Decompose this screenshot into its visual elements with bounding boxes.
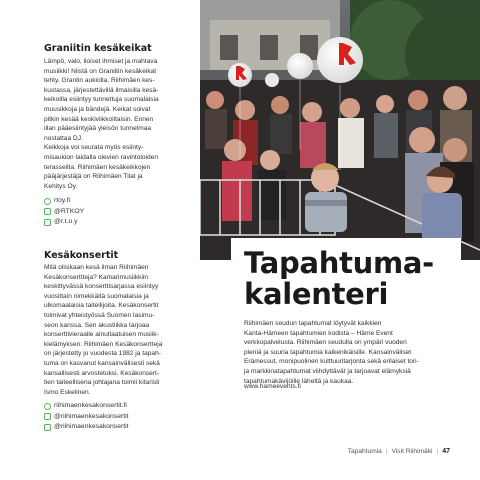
page-footer	[348, 448, 450, 455]
footer-section: Tapahtumia	[347, 448, 382, 455]
facebook-icon	[44, 208, 51, 215]
link-instagram[interactable]	[44, 422, 129, 433]
links-graniitin	[44, 196, 84, 228]
link-text: @RTKOY	[54, 207, 85, 215]
section-text-graniitin: Lämpö, valo, iloiset ihmiset ja mahtava musiikki! Niistä on Graniitin kesäkeikat tehty. Grantin aukiolla, Riihimäen kes- kustassa, järjestettävillä ilmaisilla kesä- keikoilla esiintyy tunnettuja suomalaisia muusikkoja ja bändejä. Keikat soivat pitkin kesää keskiviikkoiltaisin. Ennen illan pääesiintyjää yleisön tunnelmaa nostattaa DJ. Keikkoja voi seurata myös esiinty- misaukion laidalla olevien ravintoloiden terasseilta. Riihimäen kesäkeikkojen pääjärjestäjä on Riihimäen Tilat ja Kehitys Oy.	[44, 58, 159, 190]
link-website[interactable]	[44, 401, 129, 412]
link-text: @riihimaenkesakonsertit	[54, 412, 129, 420]
link-text: @riihimaenkesakonsertit	[54, 423, 129, 431]
link-text: @r.t.o.y	[54, 218, 78, 226]
card-url-link[interactable]: www.hameevents.fi	[244, 383, 301, 390]
instagram-icon	[44, 219, 51, 226]
page-number: 47	[442, 448, 450, 455]
link-website[interactable]	[44, 196, 84, 207]
section-text-kesakonsertit: Mitä olisikaan kesä ilman Riihimäen Kesäkonserttteja? Kamarimusiikkiin keskittyvässä konserttisarjassa esiintyy vuosittain nimekkäitä suomalaisia ja ulkomaalaisia taiteilijoita. Kesäkonsertit toimivat yhteistyössä Suomen lasimu- seon kanssa. Sen akustiikka tarjoaa konserttivieraalle ainutlaatuisen musiik- kielämyksen. Riihimäen Kesäkonsertteja on järjestetty jo vuodesta 1982 ja tapah- tuma on kasvanut kansainvälisesti sekä kansallisesti arvostetuksi. Kesäkonsert- tien taiteellisena johtajana toimii kitaristi Ismo Eskelinen.	[44, 264, 163, 396]
event-crowd-photo	[200, 0, 480, 260]
instagram-icon	[44, 424, 51, 431]
section-title-graniitin: Graniitin kesäkeikat	[44, 43, 152, 54]
globe-icon	[44, 198, 51, 205]
link-text: riihimaenkesakonsertit.fi	[54, 402, 127, 409]
link-facebook[interactable]	[44, 207, 84, 218]
globe-icon	[44, 403, 51, 410]
section-title-kesakonsertit: Kesäkonsertit	[44, 250, 119, 261]
card-text: Riihimäen seudun tapahtumat löytyvät kaikkien Kanta-Hämeen tapahtumien kodista – Häme Event verkkopalvelusta. Riihimäen seudulla on ympäri vuoden pieniä ja suuria tapahtumia kaikenikäisille. Kansainväliset Erämessut, monipuolinen kulttuuritarjonta sekä erilaiset tori- ja markkinatapahtumat viihdyttävät ja tarjoavat elämyksiä tapahtumakävijöille läheltä ja kaukaa.	[244, 320, 419, 385]
link-facebook[interactable]	[44, 412, 129, 423]
footer-publication: Visit Riihimäki	[391, 448, 433, 455]
links-kesakonsertit	[44, 401, 129, 433]
link-instagram[interactable]	[44, 217, 84, 228]
page-title: Tapahtuma- kalenteri	[244, 246, 434, 311]
footer-separator: |	[385, 448, 388, 455]
footer-separator: |	[436, 448, 439, 455]
event-calendar-card	[231, 238, 461, 460]
link-text: rtoy.fi	[54, 197, 71, 204]
facebook-icon	[44, 413, 51, 420]
